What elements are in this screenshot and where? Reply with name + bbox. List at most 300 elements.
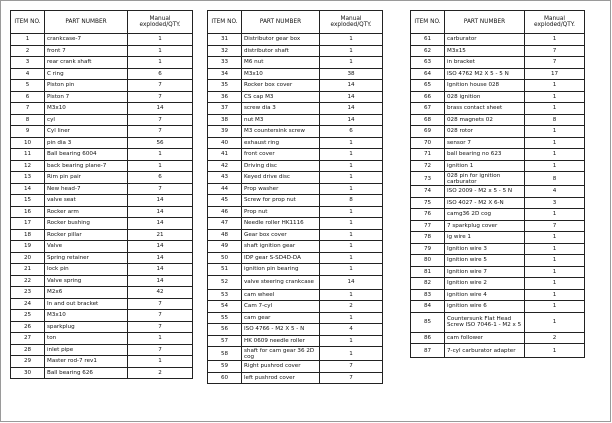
part-number-cell: ton xyxy=(45,333,128,345)
quantity-cell: 1 xyxy=(525,312,585,332)
quantity-cell: 7 xyxy=(128,344,193,356)
table-row xyxy=(11,287,193,299)
qty-header xyxy=(525,11,585,34)
item-number-cell: 57 xyxy=(208,335,242,347)
quantity-cell: 1 xyxy=(525,126,585,138)
table-row xyxy=(208,68,383,80)
quantity-cell: 56 xyxy=(128,137,193,149)
part-number-cell: Ignition wire 3 xyxy=(445,243,525,255)
part-number-cell: ISO 4762 M2 X 5 - 5 N xyxy=(445,68,525,80)
part-number-cell: Gear box cover xyxy=(242,229,320,241)
quantity-cell: 14 xyxy=(320,91,383,103)
part-number-cell: ignition pin bearing xyxy=(242,264,320,276)
quantity-cell: 7 xyxy=(128,310,193,322)
table-row xyxy=(11,206,193,218)
part-number-cell: cam gear xyxy=(242,312,320,324)
item-number-cell: 24 xyxy=(11,298,45,310)
table-row xyxy=(208,252,383,264)
table-row xyxy=(208,275,383,289)
item-number-cell: 9 xyxy=(11,126,45,138)
table-row xyxy=(411,301,585,313)
table-row xyxy=(208,126,383,138)
quantity-cell: 14 xyxy=(320,114,383,126)
item-number-cell: 67 xyxy=(411,103,445,115)
quantity-cell: 1 xyxy=(525,137,585,149)
table-row xyxy=(11,275,193,287)
item-number-cell: 72 xyxy=(411,160,445,172)
table-row xyxy=(411,186,585,198)
item-number-cell: 16 xyxy=(11,206,45,218)
part-number-cell: M3x10 xyxy=(45,103,128,115)
item-number-cell: 83 xyxy=(411,289,445,301)
quantity-cell: 1 xyxy=(320,264,383,276)
table-row xyxy=(208,361,383,373)
table-row xyxy=(208,289,383,301)
part-number-cell: inlet pipe xyxy=(45,344,128,356)
item-number-cell: 75 xyxy=(411,197,445,209)
part-number-cell: Cyl liner xyxy=(45,126,128,138)
quantity-cell: 1 xyxy=(320,229,383,241)
quantity-cell: 1 xyxy=(320,347,383,361)
bom-table-3 xyxy=(410,10,585,358)
quantity-cell: 7 xyxy=(525,220,585,232)
item-number-cell: 42 xyxy=(208,160,242,172)
table-row xyxy=(411,312,585,332)
quantity-cell: 21 xyxy=(128,229,193,241)
item-number-cell: 26 xyxy=(11,321,45,333)
part-number-cell: crankcase-7 xyxy=(45,34,128,46)
item-no-header: ITEM NO. xyxy=(208,11,242,34)
part-number-cell: New head-7 xyxy=(45,183,128,195)
quantity-cell: 14 xyxy=(128,241,193,253)
table-row xyxy=(208,45,383,57)
quantity-cell: 6 xyxy=(320,126,383,138)
bom-table-2 xyxy=(207,10,383,384)
item-number-cell: 66 xyxy=(411,91,445,103)
item-no-header: ITEM NO. xyxy=(11,11,45,34)
item-number-cell: 78 xyxy=(411,232,445,244)
table-row xyxy=(11,45,193,57)
quantity-cell: 1 xyxy=(525,160,585,172)
part-number-cell: Valve xyxy=(45,241,128,253)
part-number-cell: in bracket xyxy=(445,57,525,69)
part-number-cell: 7 sparkplug cover xyxy=(445,220,525,232)
item-number-cell: 17 xyxy=(11,218,45,230)
item-number-cell: 3 xyxy=(11,57,45,69)
part-number-cell: Rim pin pair xyxy=(45,172,128,184)
table-row xyxy=(208,172,383,184)
table-row xyxy=(11,103,193,115)
table-row xyxy=(411,126,585,138)
qty-header-line2: exploded/QTY. xyxy=(534,22,575,28)
table-row xyxy=(11,172,193,184)
quantity-cell: 1 xyxy=(525,103,585,115)
item-number-cell: 52 xyxy=(208,275,242,289)
quantity-cell: 1 xyxy=(320,289,383,301)
part-number-cell: cam wheel xyxy=(242,289,320,301)
quantity-cell: 4 xyxy=(320,324,383,336)
table-row xyxy=(208,206,383,218)
table-row xyxy=(411,103,585,115)
part-number-cell: Countersunk Flat Head Screw ISO 7046-1 - M2 x 5 xyxy=(445,312,525,332)
part-number-cell: Ignition wire 5 xyxy=(445,255,525,267)
table-row xyxy=(11,252,193,264)
part-number-cell: Ignition house 028 xyxy=(445,80,525,92)
item-number-cell: 2 xyxy=(11,45,45,57)
table-row xyxy=(411,197,585,209)
item-number-cell: 80 xyxy=(411,255,445,267)
table-row xyxy=(411,255,585,267)
quantity-cell: 14 xyxy=(128,218,193,230)
quantity-cell: 7 xyxy=(128,298,193,310)
table-row xyxy=(11,80,193,92)
table-row xyxy=(208,241,383,253)
part-number-cell: Cam 7-cyl xyxy=(242,301,320,313)
table-row xyxy=(208,312,383,324)
item-number-cell: 56 xyxy=(208,324,242,336)
quantity-cell: 1 xyxy=(128,57,193,69)
part-number-cell: front 7 xyxy=(45,45,128,57)
item-number-cell: 13 xyxy=(11,172,45,184)
quantity-cell: 1 xyxy=(128,34,193,46)
part-number-cell: ig wire 1 xyxy=(445,232,525,244)
item-number-cell: 34 xyxy=(208,68,242,80)
item-number-cell: 37 xyxy=(208,103,242,115)
part-number-cell: Ball bearing 6004 xyxy=(45,149,128,161)
table-row xyxy=(208,91,383,103)
table-row xyxy=(208,372,383,384)
quantity-cell: 1 xyxy=(320,137,383,149)
quantity-cell: 1 xyxy=(128,149,193,161)
part-number-cell: In and out bracket xyxy=(45,298,128,310)
table-row xyxy=(208,57,383,69)
item-number-cell: 22 xyxy=(11,275,45,287)
quantity-cell: 7 xyxy=(128,321,193,333)
quantity-cell: 1 xyxy=(525,80,585,92)
table-row xyxy=(11,91,193,103)
item-number-cell: 47 xyxy=(208,218,242,230)
table-row xyxy=(411,160,585,172)
part-number-cell: M3x10 xyxy=(242,68,320,80)
item-number-cell: 84 xyxy=(411,301,445,313)
item-number-cell: 53 xyxy=(208,289,242,301)
item-number-cell: 23 xyxy=(11,287,45,299)
part-number-cell: sparkplug xyxy=(45,321,128,333)
item-number-cell: 82 xyxy=(411,278,445,290)
part-number-cell: back bearing plane-7 xyxy=(45,160,128,172)
quantity-cell: 1 xyxy=(320,218,383,230)
quantity-cell: 8 xyxy=(525,114,585,126)
table-row xyxy=(208,218,383,230)
table-row xyxy=(411,209,585,221)
quantity-cell: 1 xyxy=(525,255,585,267)
item-number-cell: 5 xyxy=(11,80,45,92)
table-row xyxy=(11,34,193,46)
quantity-cell: 7 xyxy=(320,372,383,384)
quantity-cell: 7 xyxy=(128,126,193,138)
qty-header-line2: exploded/QTY. xyxy=(330,22,372,28)
part-number-cell: Rocker bushing xyxy=(45,218,128,230)
table-row xyxy=(11,241,193,253)
part-number-cell: Keyed drive disc xyxy=(242,172,320,184)
table-row xyxy=(411,332,585,344)
part-number-cell: Right pushrod cover xyxy=(242,361,320,373)
table-row xyxy=(208,301,383,313)
quantity-cell: 17 xyxy=(525,68,585,80)
table-row xyxy=(208,195,383,207)
quantity-cell: 8 xyxy=(525,172,585,186)
table-row xyxy=(11,149,193,161)
quantity-cell: 14 xyxy=(128,103,193,115)
quantity-cell: 1 xyxy=(320,172,383,184)
part-number-cell: Prop nut xyxy=(242,206,320,218)
item-number-cell: 73 xyxy=(411,172,445,186)
quantity-cell: 1 xyxy=(525,301,585,313)
part-number-cell: ball bearing no 623 xyxy=(445,149,525,161)
item-number-cell: 87 xyxy=(411,344,445,358)
table-row xyxy=(208,347,383,361)
table-row xyxy=(208,160,383,172)
quantity-cell: 6 xyxy=(128,172,193,184)
part-number-cell: Rocker box cover xyxy=(242,80,320,92)
table-row xyxy=(411,137,585,149)
table-row xyxy=(411,172,585,186)
quantity-cell: 1 xyxy=(320,149,383,161)
table-row xyxy=(208,103,383,115)
part-number-cell: ignition 1 xyxy=(445,160,525,172)
quantity-cell: 1 xyxy=(525,266,585,278)
quantity-cell: 1 xyxy=(525,278,585,290)
part-number-cell: ISO 2009 - M2 x 5 - 5 N xyxy=(445,186,525,198)
table-row xyxy=(11,183,193,195)
item-number-cell: 20 xyxy=(11,252,45,264)
part-number-cell: cam follower xyxy=(445,332,525,344)
bom-table-1 xyxy=(10,10,193,379)
quantity-cell: 1 xyxy=(320,160,383,172)
item-number-cell: 55 xyxy=(208,312,242,324)
part-number-cell: ISO 4027 - M2 X 6-N xyxy=(445,197,525,209)
item-number-cell: 21 xyxy=(11,264,45,276)
part-number-cell: Ball bearing 626 xyxy=(45,367,128,379)
quantity-cell: 7 xyxy=(128,114,193,126)
item-number-cell: 29 xyxy=(11,356,45,368)
part-number-cell: Needle roller HK1116 xyxy=(242,218,320,230)
part-number-cell: HK 0609 needle roller xyxy=(242,335,320,347)
table-row xyxy=(208,335,383,347)
item-number-cell: 28 xyxy=(11,344,45,356)
item-number-cell: 81 xyxy=(411,266,445,278)
part-number-cell: Piston 7 xyxy=(45,91,128,103)
table-row xyxy=(11,68,193,80)
item-number-cell: 76 xyxy=(411,209,445,221)
table-row xyxy=(411,278,585,290)
table-row xyxy=(208,137,383,149)
quantity-cell: 1 xyxy=(525,232,585,244)
table-row xyxy=(411,344,585,358)
table-row xyxy=(411,34,585,46)
table-row xyxy=(411,266,585,278)
part-number-cell: sensor 7 xyxy=(445,137,525,149)
item-number-cell: 69 xyxy=(411,126,445,138)
item-number-cell: 46 xyxy=(208,206,242,218)
quantity-cell: 1 xyxy=(525,243,585,255)
quantity-cell: 1 xyxy=(320,335,383,347)
qty-header-line1: Manual xyxy=(340,15,362,22)
part-number-cell: shaft ignition gear xyxy=(242,241,320,253)
header-row xyxy=(11,11,193,34)
table-row xyxy=(11,333,193,345)
quantity-cell: 7 xyxy=(320,361,383,373)
item-number-cell: 86 xyxy=(411,332,445,344)
item-number-cell: 40 xyxy=(208,137,242,149)
item-number-cell: 41 xyxy=(208,149,242,161)
qty-header-line1: Manual xyxy=(543,15,566,22)
table-row xyxy=(11,57,193,69)
part-number-cell: 7-cyl carburator adapter xyxy=(445,344,525,358)
quantity-cell: 3 xyxy=(525,197,585,209)
item-number-cell: 33 xyxy=(208,57,242,69)
table-row xyxy=(208,149,383,161)
item-number-cell: 51 xyxy=(208,264,242,276)
part-number-cell: Distributor gear box xyxy=(242,34,320,46)
item-number-cell: 68 xyxy=(411,114,445,126)
part-number-cell: IDP gear S-SD4D-DA xyxy=(242,252,320,264)
table-row xyxy=(11,344,193,356)
part-number-header: PART NUMBER xyxy=(242,11,320,34)
item-number-cell: 14 xyxy=(11,183,45,195)
item-number-cell: 48 xyxy=(208,229,242,241)
item-number-cell: 6 xyxy=(11,91,45,103)
item-no-header: ITEM NO. xyxy=(411,11,445,34)
part-number-cell: Master rod-7 rev1 xyxy=(45,356,128,368)
quantity-cell: 1 xyxy=(320,45,383,57)
table-row xyxy=(11,229,193,241)
item-number-cell: 18 xyxy=(11,229,45,241)
table-row xyxy=(411,80,585,92)
part-number-cell: Valve spring xyxy=(45,275,128,287)
part-number-header: PART NUMBER xyxy=(445,11,525,34)
table-row xyxy=(411,91,585,103)
table-row xyxy=(208,114,383,126)
quantity-cell: 14 xyxy=(128,264,193,276)
part-number-cell: M3x10 xyxy=(45,310,128,322)
part-number-cell: rear crank shaft xyxy=(45,57,128,69)
quantity-cell: 1 xyxy=(320,34,383,46)
item-number-cell: 85 xyxy=(411,312,445,332)
part-number-cell: ISO 4766 - M2 X 5 - N xyxy=(242,324,320,336)
item-number-cell: 77 xyxy=(411,220,445,232)
qty-header xyxy=(128,11,193,34)
table-row xyxy=(411,149,585,161)
part-number-cell: M3x15 xyxy=(445,45,525,57)
quantity-cell: 1 xyxy=(128,160,193,172)
qty-header xyxy=(320,11,383,34)
part-number-cell: brass contact sheet xyxy=(445,103,525,115)
part-number-cell: ignition wire 6 xyxy=(445,301,525,313)
table-row xyxy=(11,298,193,310)
part-number-cell: screw dia 3 xyxy=(242,103,320,115)
part-number-cell: nut M3 xyxy=(242,114,320,126)
item-number-cell: 71 xyxy=(411,149,445,161)
quantity-cell: 14 xyxy=(320,103,383,115)
quantity-cell: 14 xyxy=(128,206,193,218)
item-number-cell: 59 xyxy=(208,361,242,373)
table-row xyxy=(11,356,193,368)
quantity-cell: 1 xyxy=(525,149,585,161)
item-number-cell: 70 xyxy=(411,137,445,149)
part-number-cell: front cover xyxy=(242,149,320,161)
part-number-cell: pin dia 3 xyxy=(45,137,128,149)
quantity-cell: 1 xyxy=(525,344,585,358)
header-row xyxy=(411,11,585,34)
table-row xyxy=(411,220,585,232)
part-number-cell: Rocker pillar xyxy=(45,229,128,241)
quantity-cell: 7 xyxy=(128,80,193,92)
part-number-cell: CS cap M3 xyxy=(242,91,320,103)
table-row xyxy=(411,68,585,80)
item-number-cell: 10 xyxy=(11,137,45,149)
table-row xyxy=(411,243,585,255)
item-number-cell: 36 xyxy=(208,91,242,103)
item-number-cell: 63 xyxy=(411,57,445,69)
quantity-cell: 14 xyxy=(128,252,193,264)
item-number-cell: 62 xyxy=(411,45,445,57)
quantity-cell: 42 xyxy=(128,287,193,299)
quantity-cell: 1 xyxy=(128,45,193,57)
quantity-cell: 1 xyxy=(320,252,383,264)
table-row xyxy=(208,324,383,336)
item-number-cell: 38 xyxy=(208,114,242,126)
part-number-cell: ignition wire 4 xyxy=(445,289,525,301)
item-number-cell: 1 xyxy=(11,34,45,46)
item-number-cell: 54 xyxy=(208,301,242,313)
part-number-cell: Piston pin xyxy=(45,80,128,92)
quantity-cell: 1 xyxy=(320,241,383,253)
part-number-cell: valve steering crankcase xyxy=(242,275,320,289)
part-number-cell: lock pin xyxy=(45,264,128,276)
quantity-cell: 8 xyxy=(320,195,383,207)
table-row xyxy=(208,229,383,241)
item-number-cell: 11 xyxy=(11,149,45,161)
table-row xyxy=(11,321,193,333)
quantity-cell: 2 xyxy=(320,301,383,313)
quantity-cell: 1 xyxy=(128,356,193,368)
part-number-cell: Ignition wire 7 xyxy=(445,266,525,278)
quantity-cell: 1 xyxy=(525,289,585,301)
part-number-cell: camg36 2D cog xyxy=(445,209,525,221)
part-number-cell: Driving disc xyxy=(242,160,320,172)
item-number-cell: 19 xyxy=(11,241,45,253)
part-number-cell: 028 rotor xyxy=(445,126,525,138)
qty-header-line2: exploded/QTY. xyxy=(139,22,181,28)
item-number-cell: 79 xyxy=(411,243,445,255)
quantity-cell: 7 xyxy=(525,45,585,57)
table-row xyxy=(11,160,193,172)
item-number-cell: 15 xyxy=(11,195,45,207)
quantity-cell: 14 xyxy=(320,80,383,92)
part-number-cell: cyl xyxy=(45,114,128,126)
item-number-cell: 25 xyxy=(11,310,45,322)
item-number-cell: 43 xyxy=(208,172,242,184)
item-number-cell: 39 xyxy=(208,126,242,138)
table-row xyxy=(411,57,585,69)
table-row xyxy=(411,289,585,301)
item-number-cell: 50 xyxy=(208,252,242,264)
quantity-cell: 7 xyxy=(128,91,193,103)
quantity-cell: 1 xyxy=(320,206,383,218)
table-row xyxy=(11,310,193,322)
item-number-cell: 61 xyxy=(411,34,445,46)
